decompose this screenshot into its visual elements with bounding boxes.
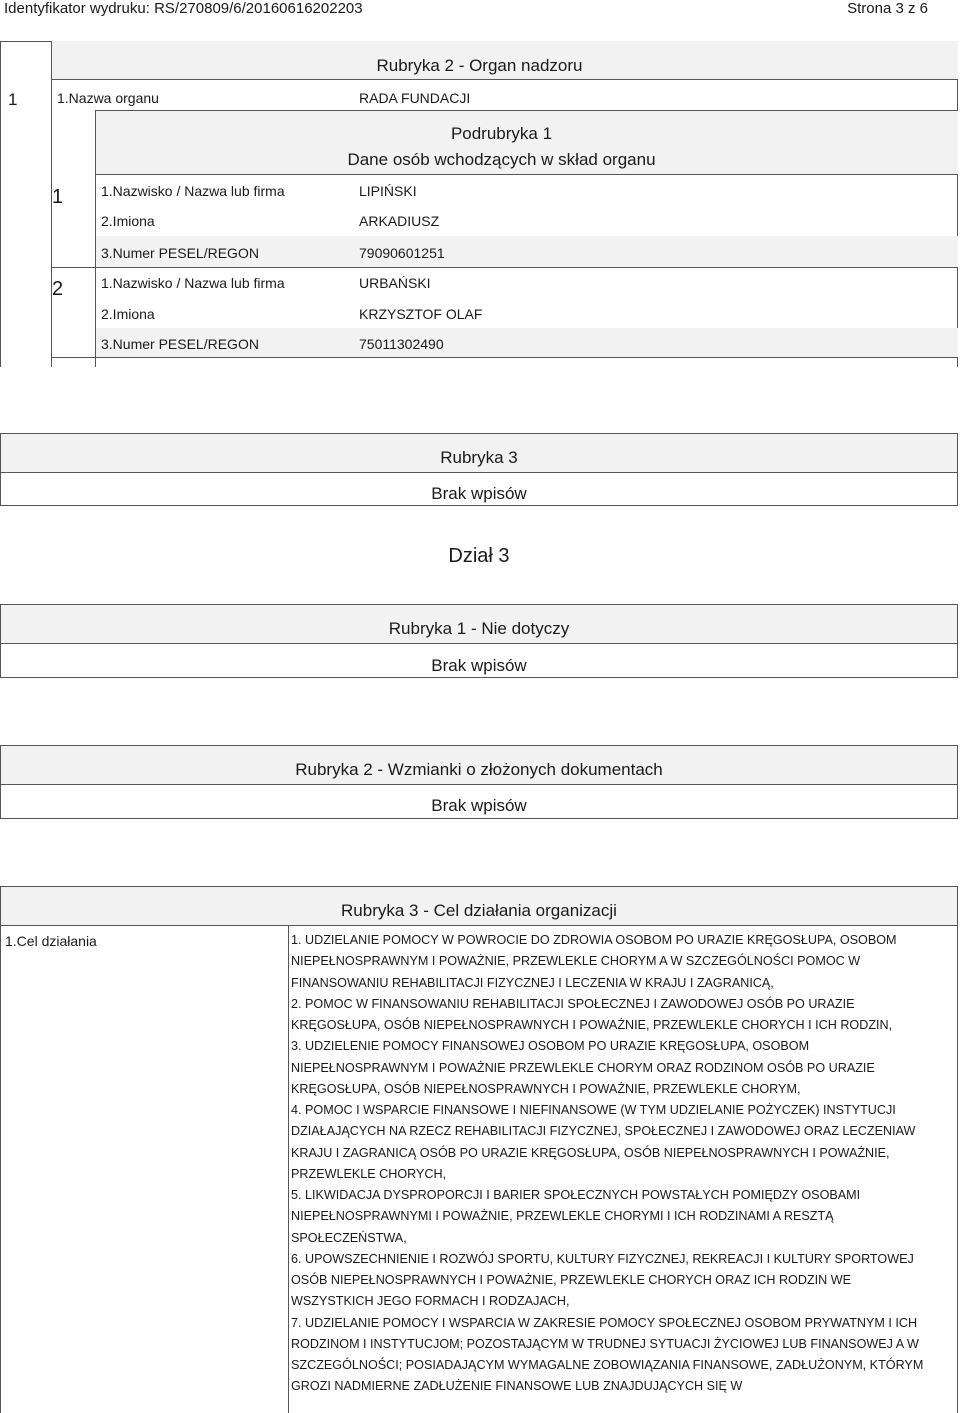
person-names-label: 2.Imiona: [101, 306, 155, 322]
podrubryka-title: Podrubryka 1: [450, 124, 553, 143]
print-identifier: Identyfikator wydruku: RS/270809/6/20160616202203: [4, 0, 363, 17]
person-names-value: KRZYSZTOF OLAF: [359, 306, 483, 322]
dzial3-rubryka1-empty: Brak wpisów: [431, 656, 527, 675]
person-surname-label: 1.Nazwisko / Nazwa lub firma: [101, 275, 285, 291]
objective-item: 7. UDZIELANIE POMOCY I WSPARCIA W ZAKRESIE POMOCY SPOŁECZNEJ OSOBOM PRYWATNYM I ICH RODZINOM I INSTYTUCJOM; POZOSTAJĄCYM W TRUDNEJ SYTUACJI ŻYCIOWEJ LUB FINANSOWEJ A W SZCZEGÓLNOŚCI; POSIADAJĄCYM WYMAGALNE ZOBOWIĄZANIA FINANSOWE, ZADŁUŻONYM, KTÓRYM GROZI NADMIERNE ZADŁUŻENIE FINANSOWE LUB ZNAJDUJĄCYCH SIĘ W: [291, 1315, 924, 1394]
dzial3-rubryka2-title: Rubryka 2 - Wzmianki o złożonych dokumentach: [295, 760, 663, 779]
person-names-label: 2.Imiona: [101, 213, 155, 229]
person-pesel-value: 79090601251: [359, 245, 445, 261]
podrubryka-subtitle: Dane osób wchodzących w skład organu: [347, 150, 656, 169]
person-surname-value: LIPIŃSKI: [359, 183, 417, 199]
dzial3-title: Dział 3: [448, 545, 510, 567]
rubryka3-title: Rubryka 3: [440, 448, 518, 467]
objective-item: 6. UPOWSZECHNIENIE I ROZWÓJ SPORTU, KULTURY FIZYCZNEJ, REKREACJI I KULTURY SPORTOWEJ OSÓB NIEPEŁNOSPRAWNYCH I POWAŻNIE, PRZEWLEKLE CHORYCH ORAZ ICH RODZIN WE WSZYSTKICH JEGO FORMACH I RODZAJACH,: [291, 1251, 914, 1309]
person-surname-value: URBAŃSKI: [359, 275, 431, 291]
dzial3-rubryka2-empty: Brak wpisów: [431, 796, 527, 815]
objective-label: 1.Cel działania: [5, 933, 97, 949]
person-surname-label: 1.Nazwisko / Nazwa lub firma: [101, 183, 285, 199]
objective-item: 4. POMOC I WSPARCIE FINANSOWE I NIEFINANSOWE (W TYM UDZIELANIE POŻYCZEK) INSTYTUCJI DZIAŁAJĄCYCH NA RZECZ REHABILITACJI FIZYCZNEJ, SPOŁECZNEJ I ZAWODOWEJ ORAZ LECZENIAW KRAJU I ZAGRANICĄ OSÓB PO URAZIE KRĘGOSŁUPA, OSÓB NIEPEŁNOSPRAWNYCH I POWAŻNIE, PRZEWLEKLE CHORYCH,: [291, 1103, 916, 1181]
person-pesel-label: 3.Numer PESEL/REGON: [101, 245, 259, 261]
rubryka3-empty: Brak wpisów: [431, 484, 527, 503]
person-no: 2: [52, 278, 64, 300]
dzial3-rubryka3-title: Rubryka 3 - Cel działania organizacji: [341, 901, 617, 920]
page-number: Strona 3 z 6: [847, 0, 928, 17]
person-pesel-label: 3.Numer PESEL/REGON: [101, 336, 259, 352]
organ-row-no: 1: [8, 90, 18, 109]
objective-item: 3. UDZIELENIE POMOCY FINANSOWEJ OSOBOM PO URAZIE KRĘGOSŁUPA, OSOBOM NIEPEŁNOSPRAWNYM I POWAŻNIE PRZEWLEKLE CHORYM ORAZ RODZINOM OSÓB PO URAZIE KRĘGOSŁUPA, OSÓB NIEPEŁNOSPRAWNYCH I POWAŻNIE, PRZEWLEKLE CHORYM,: [291, 1039, 875, 1096]
objectives-list: [291, 930, 931, 1398]
person-names-value: ARKADIUSZ: [359, 213, 440, 229]
rubryka2-title: Rubryka 2 - Organ nadzoru: [376, 56, 583, 75]
person-no: 1: [52, 186, 64, 208]
organ-name-label: 1.Nazwa organu: [57, 90, 159, 106]
objective-item: 1. UDZIELANIE POMOCY W POWROCIE DO ZDROWIA OSOBOM PO URAZIE KRĘGOSŁUPA, OSOBOM NIEPEŁNOSPRAWNYM I POWAŻNIE, PRZEWLEKLE CHORYM A W SZCZEGÓLNOŚCI POMOC W FINANSOWANIU REHABILITACJI FIZYCZNEJ I LECZENIA W KRAJU I ZAGRANICĄ,: [291, 933, 897, 990]
objective-item: 2. POMOC W FINANSOWANIU REHABILITACJI SPOŁECZNEJ I ZAWODOWEJ OSÓB PO URAZIE KRĘGOSŁUPA, OSÓB NIEPEŁNOSPRAWNYCH I POWAŻNIE, PRZEWLEKLE CHORYCH I ICH RODZIN,: [291, 996, 893, 1032]
person-pesel-value: 75011302490: [359, 336, 444, 352]
objective-item: 5. LIKWIDACJA DYSPROPORCJI I BARIER SPOŁECZNYCH POWSTAŁYCH POMIĘDZY OSOBAMI NIEPEŁNOSPRAWNYMI I POWAŻNIE, PRZEWLEKLE CHORYMI I ICH RODZINAMI A RESZTĄ SPOŁECZEŃSTWA,: [291, 1188, 861, 1245]
organ-name-value: RADA FUNDACJI: [359, 90, 471, 106]
dzial3-rubryka1-title: Rubryka 1 - Nie dotyczy: [388, 619, 570, 638]
